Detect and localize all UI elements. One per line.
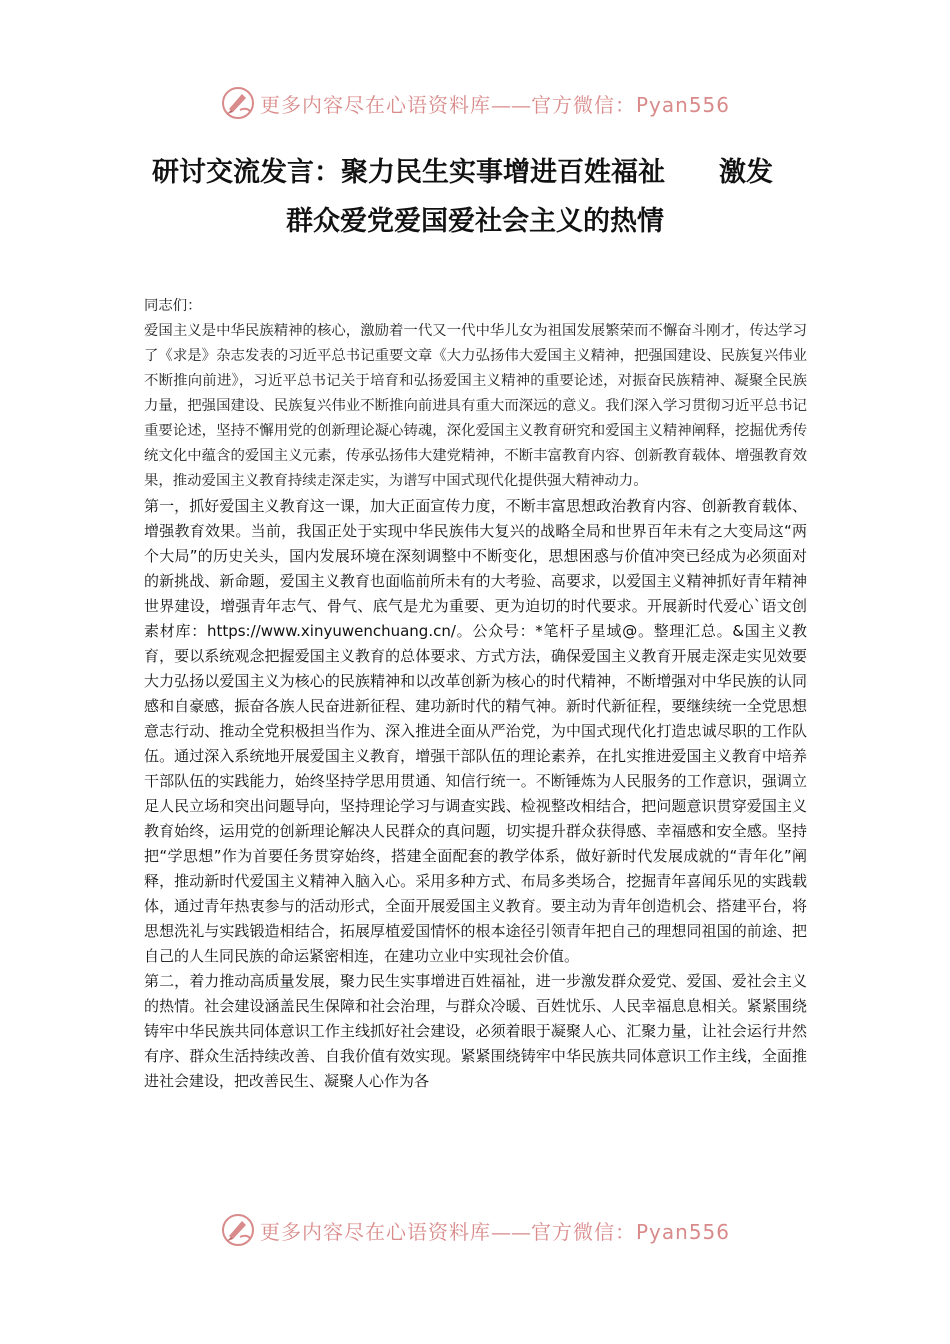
paragraph-second: 第二，着力推动高质量发展，聚力民生实事增进百姓福祉，进一步激发群众爱党、爱国、爱社会主义的热情。社会建设涵盖民生保障和社会治理，与群众冷暖、百姓忧乐、人民幸福息息相关。紧紧围绕铸牢中华民族共同体意识工作主线抓好社会建设，必须着眼于凝聚人心、汇聚力量，让社会运行井然有序、群众生活持续改善、自我价值有效实现。紧紧围绕铸牢中华民族共同体意识工作主线，全面推进社会建设，把改善民生、凝聚人心作为各 (144, 972, 807, 1090)
salutation: 同志们： (144, 298, 202, 314)
intro-paragraph: 爱国主义是中华民族精神的核心，激励着一代又一代中华儿女为祖国发展繁荣而不懈奋斗刚才，传达学习了《求是》杂志发表的习近平总书记重要文章《大力弘扬伟大爱国主义精神，把强国建设、民族复兴伟业不断推向前进》，习近平总书记关于培育和弘扬爱国主义精神的重要论述，对振奋民族精神、凝聚全民族力量，把强国建设、民族复兴伟业不断推向前进具有重大而深远的意义。我们深入学习贯彻习近平总书记重要论述，坚持不懈用党的创新理论凝心铸魂，深化爱国主义教育研究和爱国主义精神阐释，挖掘优秀传统文化中蕴含的爱国主义元素，传承弘扬伟大建党精神，不断丰富教育内容、创新教育载体、增强教育效果，推动爱国主义教育持续走深走实，为谱写中国式现代化提供强大精神动力。 (144, 323, 807, 489)
header-banner (0, 83, 950, 123)
pen-book-logo-icon (220, 1212, 256, 1248)
document-body (144, 294, 807, 1094)
banner-text: 更多内容尽在心语资料库——官方微信：Pyan556 (259, 1219, 730, 1244)
footer-banner (0, 1210, 950, 1250)
paragraph-first: 第一，抓好爱国主义教育这一课，加大正面宣传力度，不断丰富思想政治教育内容、创新教育载体、增强教育效果。当前，我国正处于实现中华民族伟大复兴的战略全局和世界百年未有之大变局这“两个大局”的历史关头，国内发展环境在深刻调整中不断变化，思想困惑与价值冲突已经成为必须面对的新挑战、新命题，爱国主义教育也面临前所未有的大考验、高要求，以爱国主义精神抓好青年精神世界建设，增强青年志气、骨气、底气是尤为重要、更为迫切的时代要求。开展新时代爱心`语文创素材库：https://www.xinyuwenchuang.cn/。公众号：*笔杆子星域@。整理汇总。&国主义教育，要以系统观念把握爱国主义教育的总体要求、方式方法，确保爱国主义教育开展走深走实见效要大力弘扬以爱国主义为核心的民族精神和以改革创新为核心的时代精神，不断增强对中华民族的认同感和自豪感，振奋各族人民奋进新征程、建功新时代的精气神。新时代新征程，要继续统一全党思想意志行动、推动全党积极担当作为、深入推进全面从严治党，为中国式现代化打造忠诚尽职的工作队伍。通过深入系统地开展爱国主义教育，增强干部队伍的理论素养，在扎实推进爱国主义教育中培养干部队伍的实践能力，始终坚持学思用贯通、知信行统一。不断锤炼为人民服务的工作意识，强调立足人民立场和突出问题导向，坚持理论学习与调查实践、检视整改相结合，把问题意识贯穿爱国主义教育始终，运用党的创新理论解决人民群众的真问题，切实提升群众获得感、幸福感和安全感。坚持把“学思想”作为首要任务贯穿始终，搭建全面配套的教学体系，做好新时代发展成就的“青年化”阐释，推动新时代爱国主义精神入脑入心。采用多种方式、布局多类场合，挖掘青年喜闻乐见的实践载体，通过青年热衷参与的活动形式，全面开展爱国主义教育。要主动为青年创造机会、搭建平台，将思想洗礼与实践锻造相结合，拓展厚植爱国情怀的根本途径引领青年把自己的理想同祖国的前途、把自己的人生同民族的命运紧密相连，在建功立业中实现社会价值。 (144, 497, 807, 965)
wechat-id: Pyan556 (635, 1219, 730, 1244)
document-title (130, 148, 820, 246)
banner-text: 更多内容尽在心语资料库——官方微信：Pyan556 (259, 92, 730, 117)
title-line-2: 群众爱党爱国爱社会主义的热情 (286, 206, 664, 237)
wechat-id: Pyan556 (635, 92, 730, 117)
pen-book-logo-icon (220, 85, 256, 121)
title-line-1: 研讨交流发言：聚力民生实事增进百姓福祉 激发 (152, 157, 773, 188)
